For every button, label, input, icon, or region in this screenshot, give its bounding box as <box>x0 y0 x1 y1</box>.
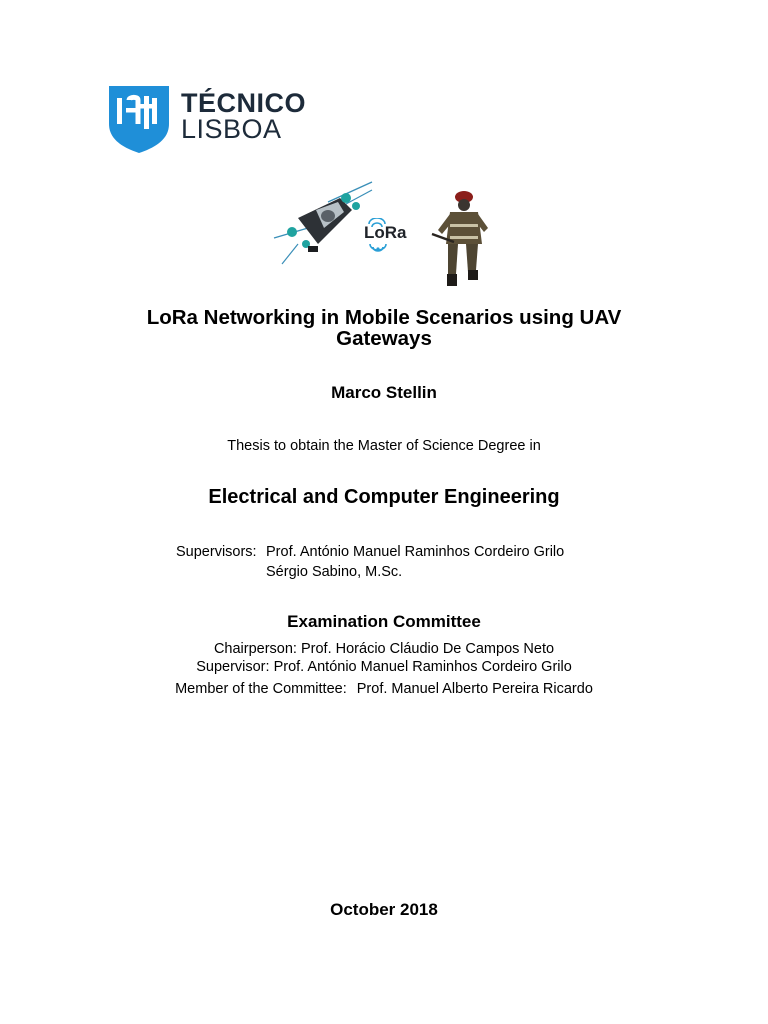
committee-role: Supervisor: <box>196 659 270 675</box>
logo-line-2: LISBOA <box>181 114 282 144</box>
supervisor-name-1: Prof. António Manuel Raminhos Cordeiro Grilo <box>266 544 565 560</box>
cover-illustration <box>268 180 500 295</box>
submission-date: October 2018 <box>330 900 438 919</box>
title-line-2: Gateways <box>336 327 432 350</box>
committee-member <box>0 641 768 657</box>
ist-shield-icon <box>108 84 170 154</box>
committee-role: Member of the Committee: <box>175 681 347 697</box>
degree-name: Electrical and Computer Engineering <box>208 486 560 508</box>
drone-icon <box>268 180 376 268</box>
thesis-title <box>0 307 768 349</box>
title-line-1: LoRa Networking in Mobile Scenarios using UAV <box>146 306 622 329</box>
author-name: Marco Stellin <box>331 383 437 402</box>
thesis-purpose: Thesis to obtain the Master of Science Degree in <box>227 438 541 454</box>
supervisor-name-2: Sérgio Sabino, M.Sc. <box>266 564 403 580</box>
committee-member-name: Prof. Horácio Cláudio De Campos Neto <box>300 641 555 657</box>
wireless-signal-icon <box>362 218 418 254</box>
committee-member <box>0 681 768 697</box>
lora-wordmark: LoRa <box>364 223 407 242</box>
supervisors-label: Supervisors: <box>176 544 257 560</box>
committee-member-name: Prof. António Manuel Raminhos Cordeiro Grilo <box>273 659 572 675</box>
committee-heading: Examination Committee <box>287 612 481 631</box>
committee-member-name: Prof. Manuel Alberto Pereira Ricardo <box>356 681 593 697</box>
committee-member <box>0 659 768 675</box>
institution-logo <box>108 84 308 156</box>
lora-logo <box>362 218 418 254</box>
firefighter-icon <box>430 190 496 290</box>
logo-line-1: TÉCNICO <box>181 88 306 118</box>
committee-role: Chairperson: <box>213 641 297 657</box>
